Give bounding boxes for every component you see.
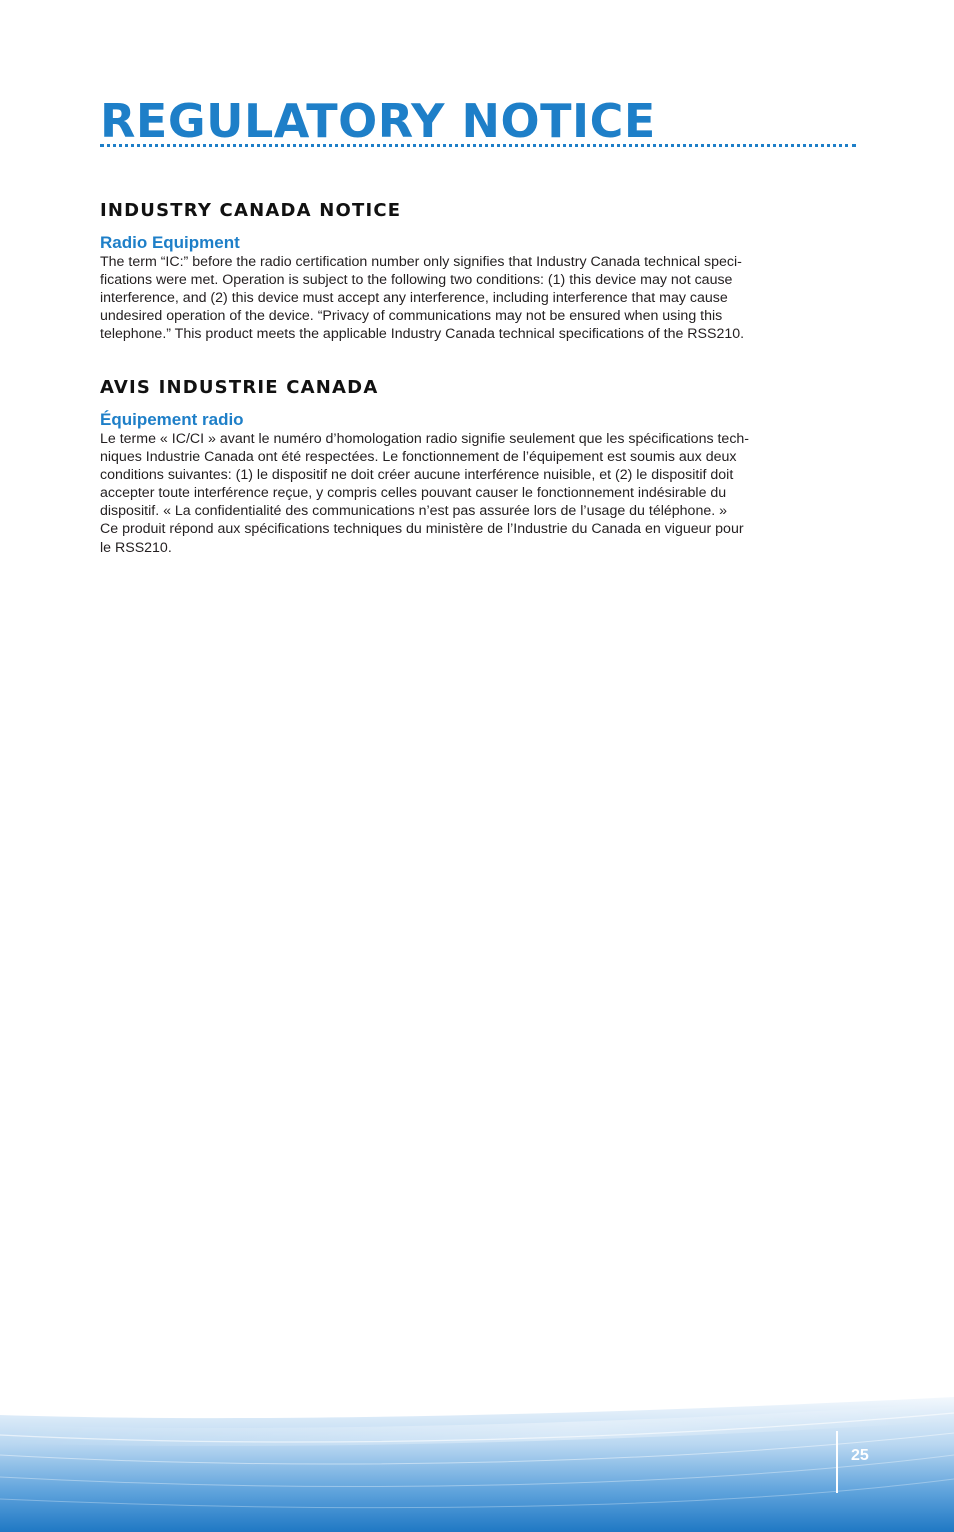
- section-industry-canada-notice: [100, 200, 845, 343]
- body-line: The term “IC:” before the radio certification number only signifies that Industry Canada technical speci-: [100, 254, 742, 270]
- footer-wave-graphic: [0, 1395, 954, 1532]
- page-number: 25: [851, 1447, 869, 1464]
- page-title: REGULATORY NOTICE: [100, 94, 656, 148]
- body-line: conditions suivantes: (1) le dispositif ne doit créer aucune interférence nuisible, et (2) le dispositif doit: [100, 467, 734, 484]
- sub-heading: Radio Equipment: [100, 233, 240, 252]
- body-paragraph: [100, 253, 845, 343]
- footer-wave-banner: [0, 1395, 954, 1532]
- body-line: undesired operation of the device. “Privacy of communications may not be ensured when using this: [100, 308, 723, 325]
- body-line: interference, and (2) this device must accept any interference, including interference that may cause: [100, 290, 728, 307]
- section-avis-industrie-canada: [100, 377, 845, 557]
- section-heading: AVIS INDUSTRIE CANADA: [100, 377, 379, 398]
- title-dotted-rule: [100, 144, 856, 147]
- body-line: le RSS210.: [100, 539, 172, 556]
- body-line: accepter toute interférence reçue, y compris celles pouvant causer le fonctionnement indésirable du: [100, 485, 727, 502]
- body-line: telephone.” This product meets the applicable Industry Canada technical specifications of the RSS210.: [100, 326, 745, 343]
- body-line: Ce produit répond aux spécifications techniques du ministère de l’Industrie du Canada en vigueur pour: [100, 521, 744, 538]
- body-line: Le terme « IC/CI » avant le numéro d’homologation radio signifie seulement que les spécifications tech-: [100, 431, 750, 447]
- body-line: fications were met. Operation is subject to the following two conditions: (1) this device may not cause: [100, 272, 733, 289]
- body-paragraph: [100, 430, 845, 557]
- section-heading: INDUSTRY CANADA NOTICE: [100, 200, 402, 221]
- body-line: niques Industrie Canada ont été respectées. Le fonctionnement de l’équipement est soumis aux deux: [100, 449, 737, 466]
- sub-heading: Équipement radio: [100, 410, 244, 429]
- body-line: dispositif. « La confidentialité des communications n’est pas assurée lors de l’usage du téléphone. »: [100, 503, 727, 520]
- page-number-divider: [836, 1431, 838, 1493]
